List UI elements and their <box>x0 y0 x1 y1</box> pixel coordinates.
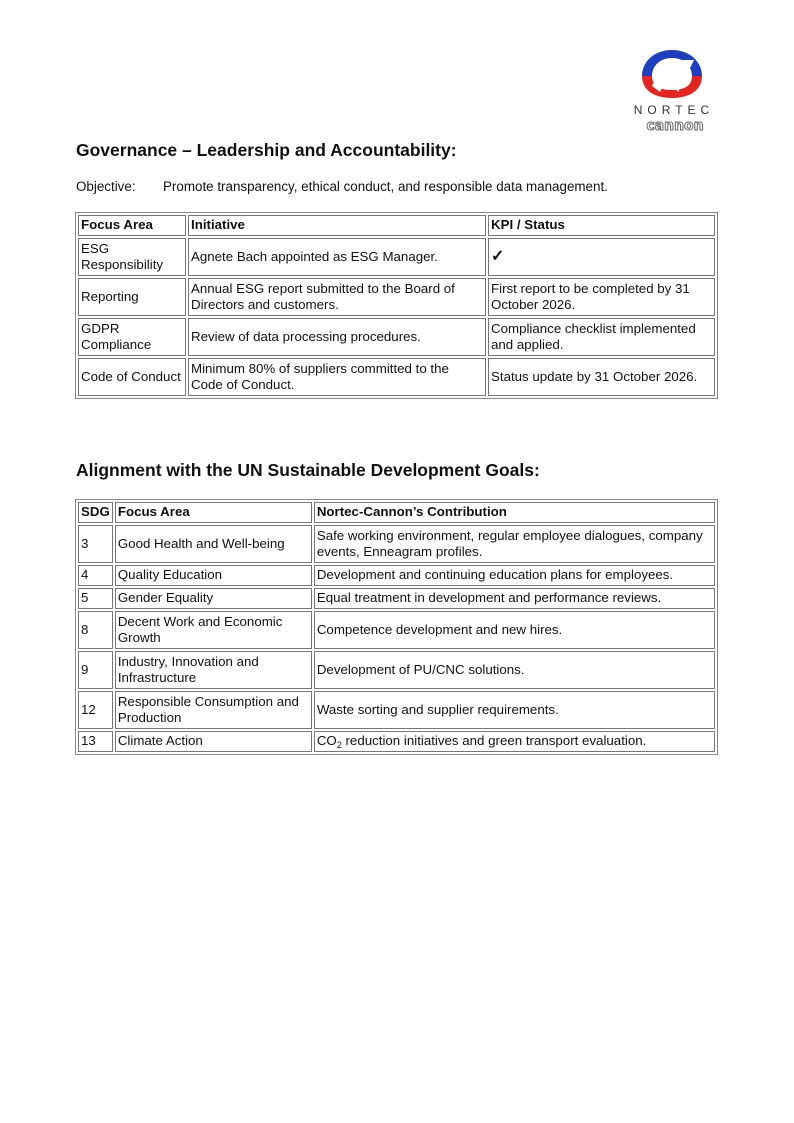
contribution-text: reduction initiatives and green transport evaluation. <box>341 733 647 749</box>
header-kpi-status: KPI / Status <box>488 215 715 236</box>
header-focus-area: Focus Area <box>115 502 312 523</box>
contribution-cell: Equal treatment in development and performance reviews. <box>314 588 715 609</box>
governance-heading: Governance – Leadership and Accountability: <box>76 140 457 160</box>
table-row <box>78 588 715 609</box>
sdg-number-cell: 13 <box>78 731 113 752</box>
focus-area-cell: ESG Responsibility <box>78 238 186 276</box>
co2-prefix: CO <box>316 733 337 749</box>
table-row <box>78 611 715 649</box>
table-row <box>78 731 715 752</box>
focus-area-cell: Climate Action <box>115 731 312 752</box>
sdg-number-cell: 12 <box>78 691 113 729</box>
header-initiative: Initiative <box>188 215 486 236</box>
sdg-number-cell: 3 <box>78 525 113 563</box>
initiative-cell: Minimum 80% of suppliers committed to the Code of Conduct. <box>188 358 486 396</box>
sdg-number-cell: 9 <box>78 651 113 689</box>
objective-label: Objective: <box>76 179 136 194</box>
co2-subscript: 2 <box>336 740 342 751</box>
header-sdg: SDG <box>78 502 113 523</box>
table-header-row <box>78 215 715 236</box>
sdg-heading: Alignment with the UN Sustainable Development Goals: <box>76 460 540 480</box>
table-row <box>78 565 715 586</box>
initiative-cell: Agnete Bach appointed as ESG Manager. <box>188 238 486 276</box>
focus-area-cell: Decent Work and Economic Growth <box>115 611 312 649</box>
table-row <box>78 278 715 316</box>
contribution-cell: Competence development and new hires. <box>314 611 715 649</box>
focus-area-cell: Gender Equality <box>115 588 312 609</box>
contribution-cell: Development of PU/CNC solutions. <box>314 651 715 689</box>
kpi-cell: First report to be completed by 31 October 2026. <box>488 278 715 316</box>
sdg-table <box>75 499 718 755</box>
objective-line <box>76 179 608 194</box>
contribution-cell: Waste sorting and supplier requirements. <box>314 691 715 729</box>
objective-text: Promote transparency, ethical conduct, and responsible data management. <box>163 179 608 194</box>
table-row <box>78 238 715 276</box>
focus-area-cell: Responsible Consumption and Production <box>115 691 312 729</box>
sdg-number-cell: 8 <box>78 611 113 649</box>
header-contribution: Nortec-Cannon’s Contribution <box>314 502 715 523</box>
logo-text-cannon: cannon <box>646 118 704 134</box>
contribution-cell: Safe working environment, regular employee dialogues, company events, Enneagram profiles. <box>314 525 715 563</box>
table-row <box>78 358 715 396</box>
focus-area-cell: Reporting <box>78 278 186 316</box>
focus-area-cell: Code of Conduct <box>78 358 186 396</box>
checkmark-icon: ✓ <box>488 238 715 276</box>
table-header-row <box>78 502 715 523</box>
logo-text-nortec: NORTEC <box>633 103 715 117</box>
initiative-cell: Annual ESG report submitted to the Board of Directors and customers. <box>188 278 486 316</box>
initiative-cell: Review of data processing procedures. <box>188 318 486 356</box>
header-focus-area: Focus Area <box>78 215 186 236</box>
table-row <box>78 318 715 356</box>
focus-area-cell: Good Health and Well-being <box>115 525 312 563</box>
contribution-cell: Development and continuing education plans for employees. <box>314 565 715 586</box>
sdg-number-cell: 4 <box>78 565 113 586</box>
table-row <box>78 691 715 729</box>
kpi-cell: Status update by 31 October 2026. <box>488 358 715 396</box>
company-logo <box>628 48 720 134</box>
nortec-logo-mark-icon <box>638 48 706 100</box>
focus-area-cell: Industry, Innovation and Infrastructure <box>115 651 312 689</box>
table-row <box>78 525 715 563</box>
governance-table <box>75 212 718 399</box>
focus-area-cell: GDPR Compliance <box>78 318 186 356</box>
table-row <box>78 651 715 689</box>
kpi-cell: Compliance checklist implemented and applied. <box>488 318 715 356</box>
sdg-number-cell: 5 <box>78 588 113 609</box>
focus-area-cell: Quality Education <box>115 565 312 586</box>
contribution-cell <box>314 731 715 752</box>
